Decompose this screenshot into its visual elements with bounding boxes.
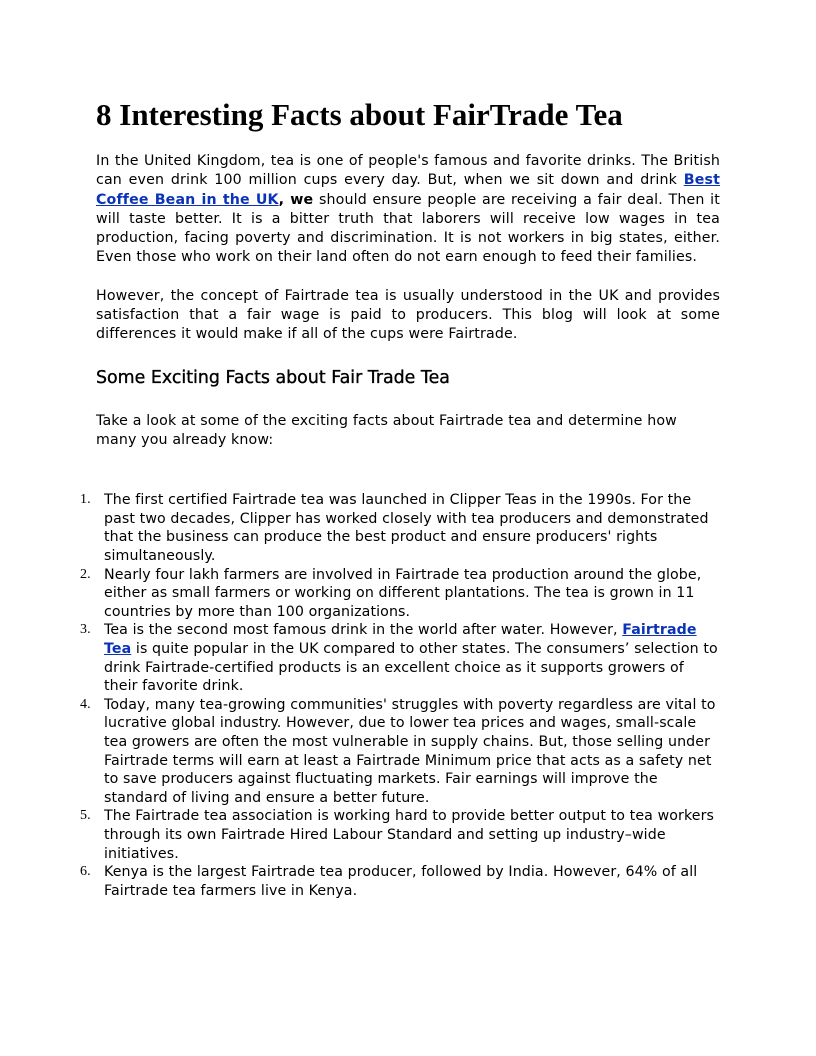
- intro-bold-we: , we: [278, 191, 314, 208]
- list-item: [80, 807, 720, 863]
- list-item-number: 3.: [80, 622, 91, 638]
- list-item-text: Nearly four lakh farmers are involved in Fairtrade tea production around the globe, either as small farmers or working on different plantations. The tea is grown in 11 countries by more than 100 organizations.: [104, 566, 702, 620]
- list-item-number: 2.: [80, 566, 91, 582]
- best-coffee-bean-link[interactable]: Best Coffee Bean in the UK: [96, 172, 720, 208]
- document-page: [80, 96, 720, 900]
- list-item: [80, 863, 720, 900]
- list-item-text: The first certified Fairtrade tea was launched in Clipper Teas in the 1990s. For the past two decades, Clipper has worked closely with tea producers and demonstrated that the business can produce the best product and ensure producers' rights simultaneously.: [104, 492, 709, 565]
- list-item-number: 4.: [80, 696, 91, 712]
- list-item-text-after-link: is quite popular in the UK compared to other states. The consumers’ selection to drink Fairtrade-certified products is an excellent choice as it supports growers of their favorite drink.: [104, 641, 718, 695]
- section-intro: Take a look at some of the exciting facts about Fairtrade tea and determine how many you already know:: [96, 412, 677, 448]
- section-heading: Some Exciting Facts about Fair Trade Tea: [96, 367, 450, 388]
- list-item-number: 6.: [80, 864, 91, 880]
- list-item-text: Kenya is the largest Fairtrade tea producer, followed by India. However, 64% of all Fairtrade tea farmers live in Kenya.: [104, 864, 698, 899]
- facts-list: [80, 491, 720, 900]
- list-item-text: Today, many tea-growing communities' struggles with poverty regardless are vital to lucrative global industry. However, due to lower tea prices and wages, small-scale tea growers are often the most vulnerable in supply chains. But, those selling under Fairtrade terms will earn at least a Fairtrade Minimum price that acts as a safety net to save producers against fluctuating markets. Fair earnings will improve the standard of living and ensure a better future.: [104, 696, 716, 806]
- list-item: [80, 566, 720, 622]
- fairtrade-tea-link[interactable]: Fairtrade Tea: [104, 622, 697, 658]
- page-title: 8 Interesting Facts about FairTrade Tea: [96, 97, 623, 132]
- list-item-number: 5.: [80, 808, 91, 824]
- list-item: [80, 491, 720, 565]
- second-paragraph: However, the concept of Fairtrade tea is usually understood in the UK and provides satisfaction that a fair wage is paid to producers. This blog will look at some differences it would make if all of the cups were Fairtrade.: [96, 287, 720, 343]
- list-item: [80, 696, 720, 808]
- list-item: [80, 621, 720, 695]
- list-item-text-before-link: Tea is the second most famous drink in the world after water. However,: [104, 622, 623, 639]
- list-item-number: 1.: [80, 492, 91, 508]
- intro-paragraph: [96, 152, 720, 268]
- intro-text-before-link: In the United Kingdom, tea is one of people's famous and favorite drinks. The British can even drink 100 million cups every day. But, when we sit down and drink: [96, 153, 720, 189]
- intro-text-after-link: should ensure people are receiving a fair deal. Then it will taste better. It is a bitter truth that laborers will receive low wages in tea production, facing poverty and discrimination. It is not workers in big states, either. Even those who work on their land often do not earn enough to feed their families.: [96, 191, 720, 266]
- list-item-text: The Fairtrade tea association is working hard to provide better output to tea workers through its own Fairtrade Hired Labour Standard and setting up industry–wide initiatives.: [104, 808, 715, 862]
